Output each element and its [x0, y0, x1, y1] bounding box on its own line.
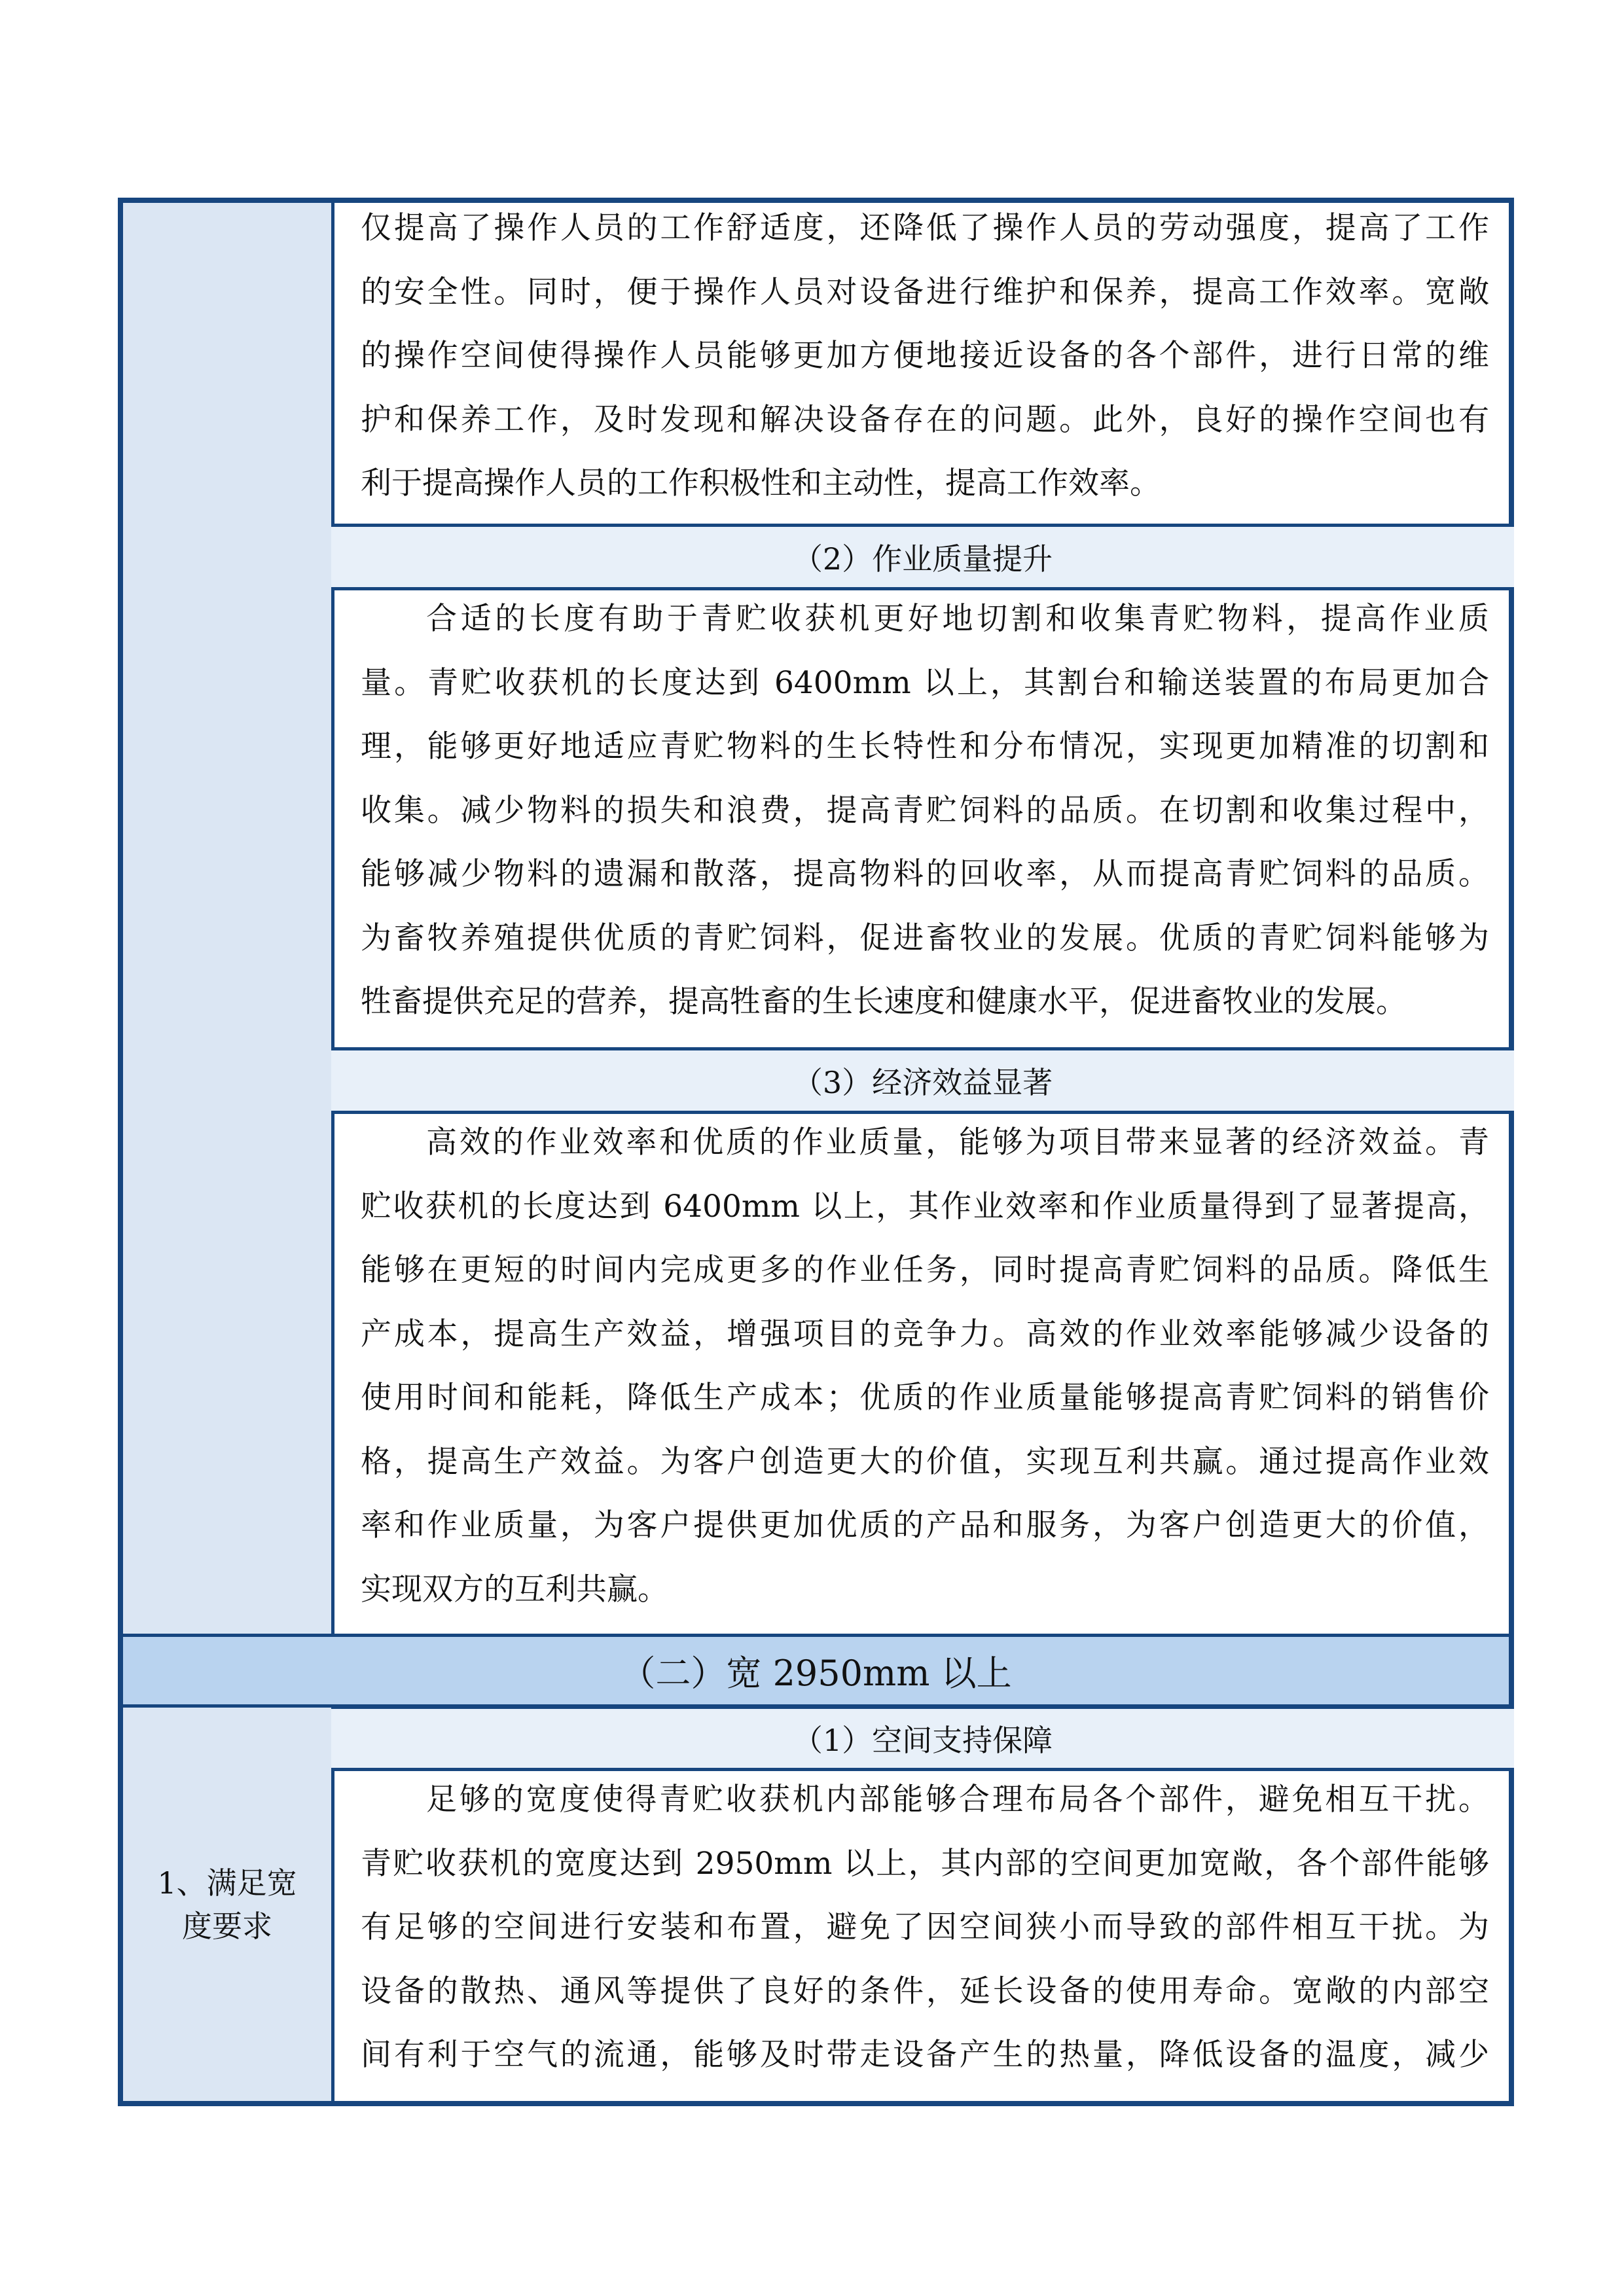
text-line: 能够减少物料的遗漏和散落，提高物料的回收率，从而提高青贮饲料的品质。 [361, 856, 1489, 892]
text-line: 间有利于空气的流通，能够及时带走设备产生的热量，降低设备的温度，减少 [361, 2037, 1489, 2073]
text-line: 牲畜提供充足的营养，提高牲畜的生长速度和健康水平，促进畜牧业的发展。 [361, 984, 1407, 1020]
text-line: 设备的散热、通风等提供了良好的条件，延长设备的使用寿命。宽敞的内部空 [361, 1973, 1489, 2009]
text-line: 的操作空间使得操作人员能够更加方便地接近设备的各个部件，进行日常的维 [361, 338, 1489, 374]
text-line: 能够在更短的时间内完成更多的作业任务，同时提高青贮饲料的品质。降低生 [361, 1252, 1489, 1288]
text-line: 足够的宽度使得青贮收获机内部能够合理布局各个部件，避免相互干扰。 [426, 1782, 1489, 1818]
text-line: 护和保养工作，及时发现和解决设备存在的问题。此外，良好的操作空间也有 [361, 401, 1489, 438]
text-line: 实现双方的互利共赢。 [361, 1571, 668, 1607]
text-line: 为畜牧养殖提供优质的青贮饲料，促进畜牧业的发展。优质的青贮饲料能够为 [361, 920, 1489, 956]
text-line: 使用时间和能耗，降低生产成本；优质的作业质量能够提高青贮饲料的销售价 [361, 1380, 1489, 1416]
text-line: 格，提高生产效益。为客户创造更大的价值，实现互利共赢。通过提高作业效 [361, 1443, 1489, 1480]
text-line: 的安全性。同时，便于操作人员对设备进行维护和保养，提高工作效率。宽敞 [361, 274, 1489, 310]
text-line: 产成本，提高生产效益，增强项目的竞争力。高效的作业效率能够减少设备的 [361, 1316, 1489, 1352]
text-line: 贮收获机的长度达到 6400mm 以上，其作业效率和作业质量得到了显著提高， [361, 1188, 1489, 1225]
subheading-3: （3）经济效益显著 [331, 1047, 1514, 1114]
paragraph-1 [334, 203, 1514, 526]
text-line: 仅提高了操作人员的工作舒适度，还降低了操作人员的劳动强度，提高了工作 [361, 210, 1489, 246]
paragraph-2 [334, 590, 1514, 1049]
text-line: 合适的长度有助于青贮收获机更好地切割和收集青贮物料，提高作业质 [426, 601, 1489, 637]
left-column-cell [123, 203, 334, 1636]
text-line: 高效的作业效率和优质的作业质量，能够为项目带来显著的经济效益。青 [426, 1124, 1489, 1160]
text-line: 率和作业质量，为客户提供更加优质的产品和服务，为客户创造更大的价值， [361, 1507, 1489, 1543]
content-table [118, 198, 1514, 2106]
text-line: 收集。减少物料的损失和浪费，提高青贮饲料的品质。在切割和收集过程中， [361, 792, 1489, 829]
subheading-2: （2）作业质量提升 [331, 524, 1514, 590]
text-line: 有足够的空间进行安装和布置，避免了因空间狭小而导致的部件相互干扰。为 [361, 1909, 1489, 1945]
text-line: 利于提高操作人员的工作积极性和主动性，提高工作效率。 [361, 465, 1161, 501]
left-label-cell [123, 1708, 334, 2101]
text-line: 量。青贮收获机的长度达到 6400mm 以上，其割台和输送装置的布局更加合 [361, 664, 1489, 701]
left-label-line: 1、满足宽 [157, 1865, 297, 1901]
text-line: 青贮收获机的宽度达到 2950mm 以上，其内部的空间更加宽敞，各个部件能够 [361, 1845, 1489, 1882]
paragraph-3 [334, 1114, 1514, 1636]
left-label-line: 度要求 [182, 1908, 272, 1944]
section-heading-width: （二）宽 2950mm 以上 [123, 1634, 1509, 1708]
paragraph-4 [334, 1771, 1514, 2101]
text-line: 理，能够更好地适应青贮物料的生长特性和分布情况，实现更加精准的切割和 [361, 728, 1489, 764]
subheading-1-space: （1）空间支持保障 [331, 1706, 1514, 1771]
